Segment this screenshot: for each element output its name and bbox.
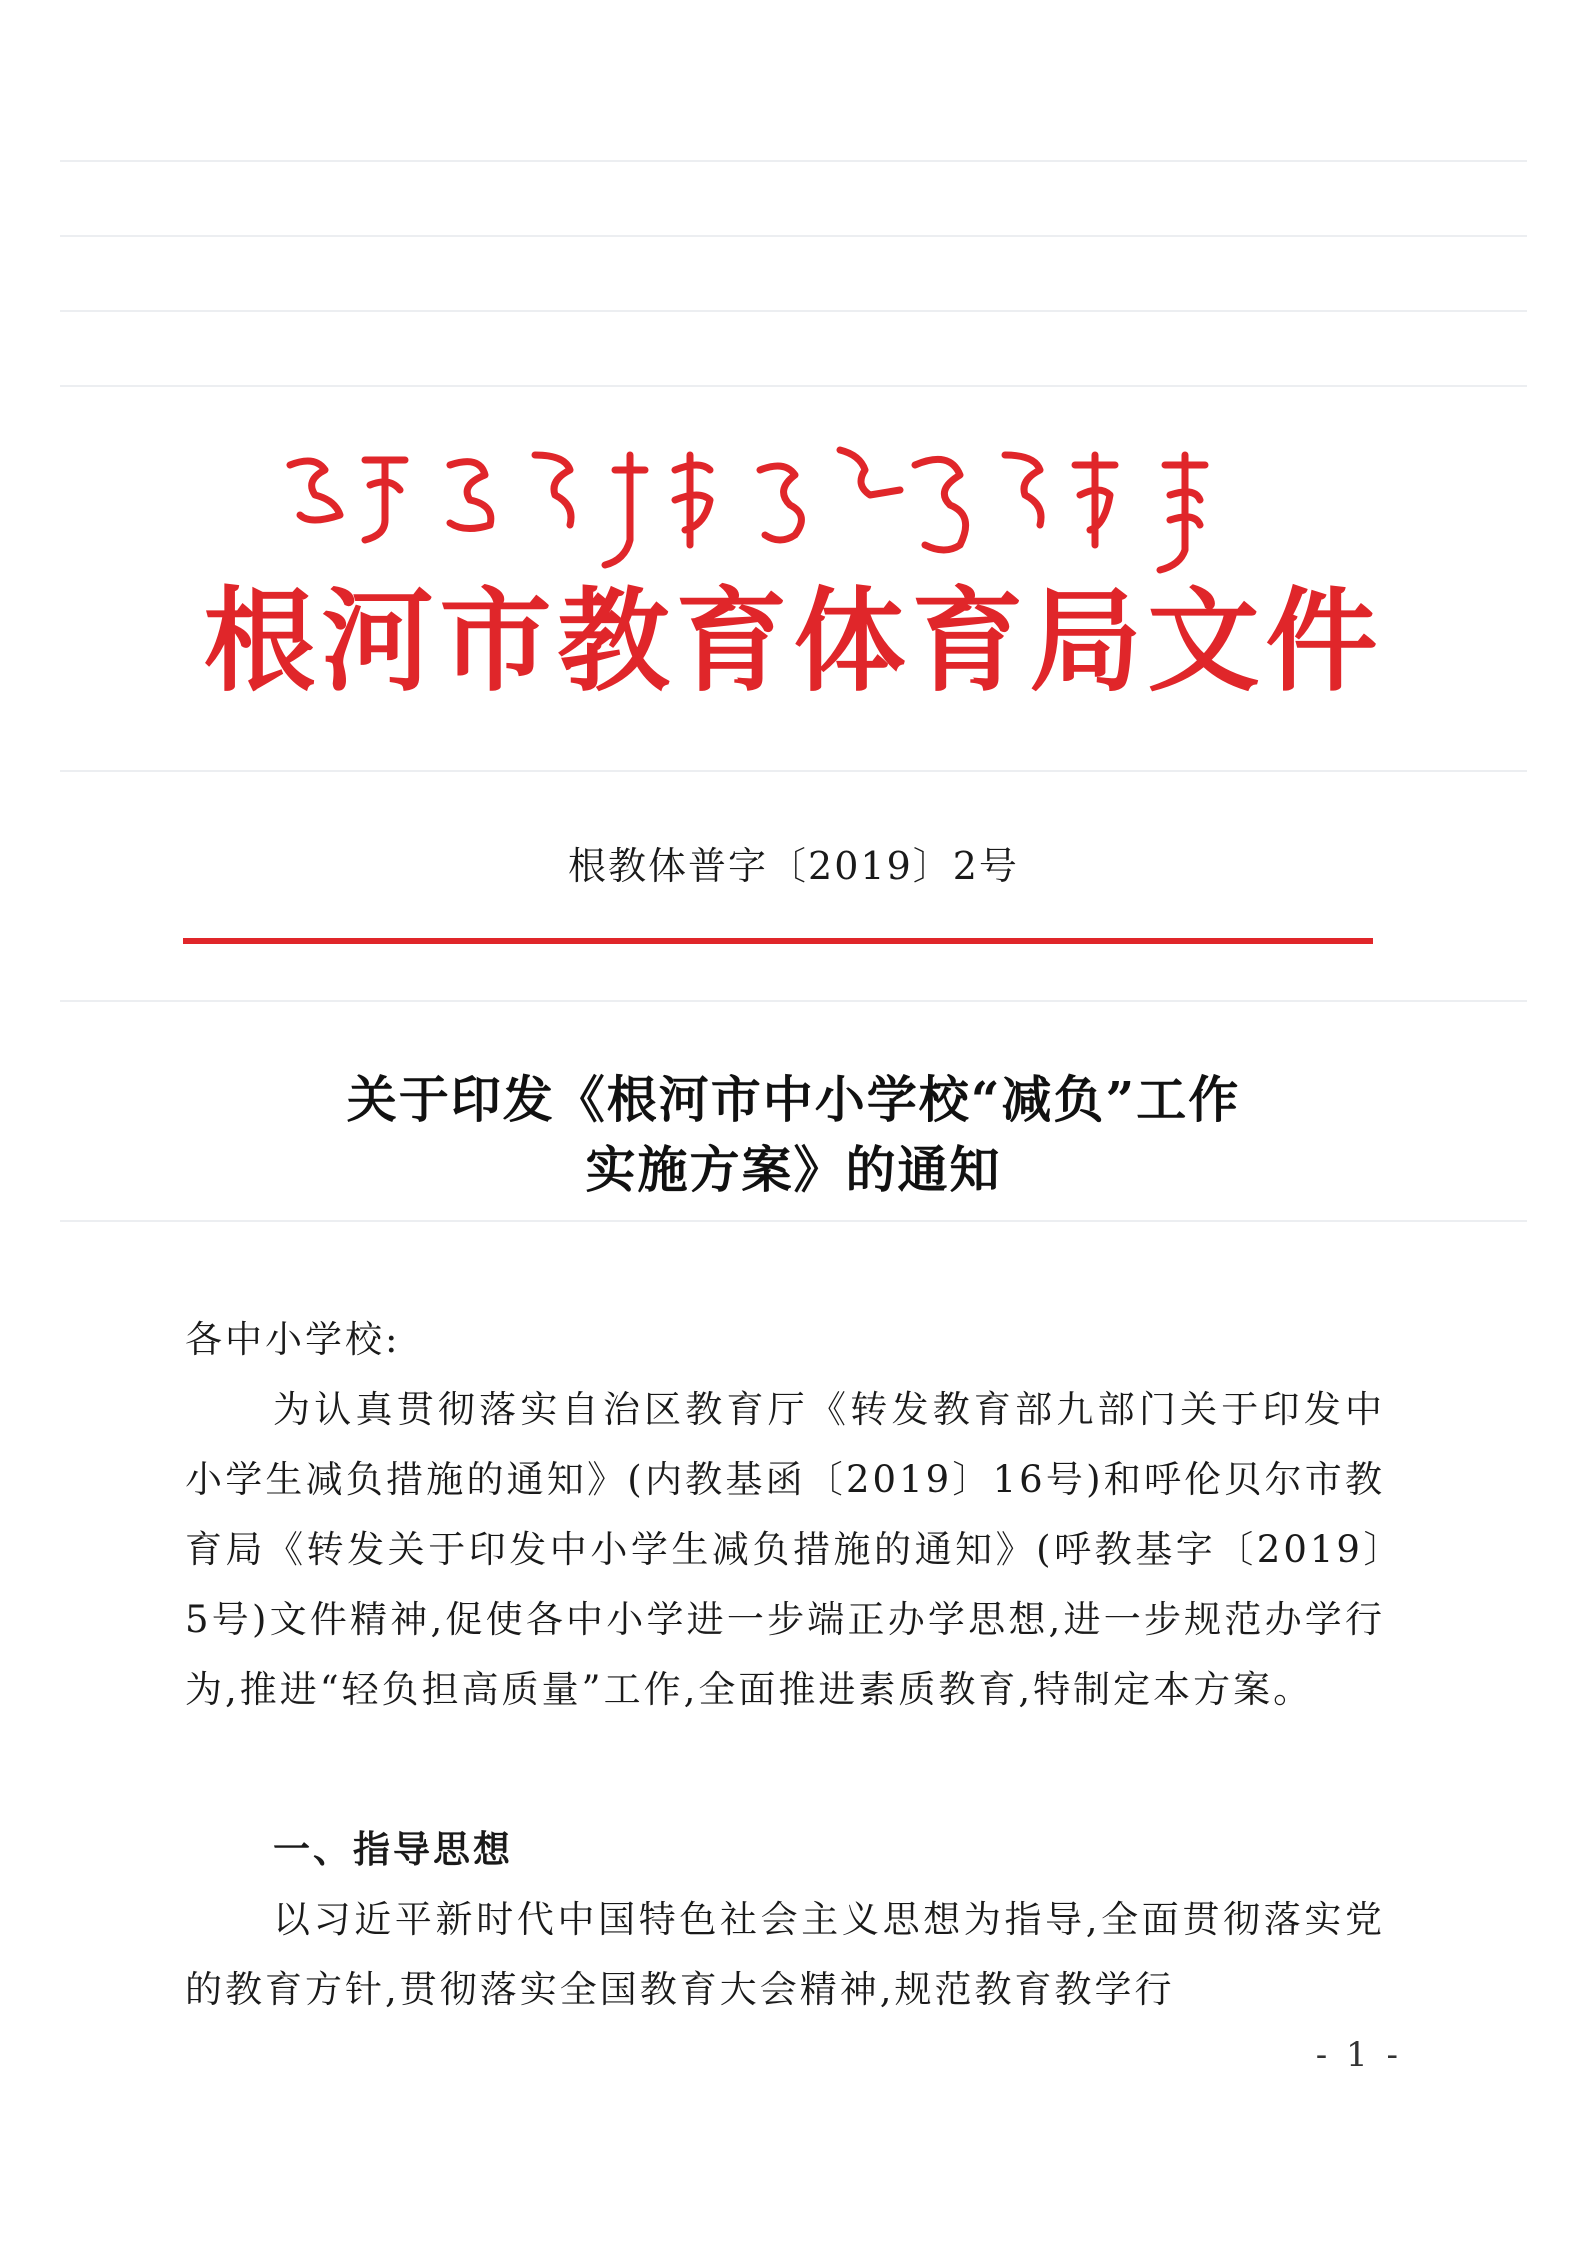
notice-title-line-2: 实施方案》的通知 [585,1140,1002,1199]
body-paragraph-1: 为认真贯彻落实自治区教育厅《转发教育部九部门关于印发中小学生减负措施的通知》(内教基函〔2019〕16号)和呼伦贝尔市教育局《转发关于印发中小学生减负措施的通知》(呼教基字〔2019〕5号)文件精神,促使各中小学进一步端正办学思想,进一步规范办学行为,推进“轻负担高质量”工作,全面推进素质教育,特制定本方案。 [185,1388,1385,1711]
scan-artifact [60,1220,1527,1222]
mongolian-script-title [270,425,1320,575]
notice-title-line-1: 关于印发《根河市中小学校“减负”工作 [346,1070,1241,1129]
scan-artifact [60,1000,1527,1002]
body-paragraph-2: 以习近平新时代中国特色社会主义思想为指导,全面贯彻落实党的教育方针,贯彻落实全国教育大会精神,规范教育教学行 [185,1898,1385,2011]
section-heading-1: 一、指导思想 [273,1828,513,1871]
notice-title [0,1065,1587,1205]
scan-artifact [60,160,1527,162]
red-divider-line [183,938,1373,944]
issuing-agency-title: 根河市教育体育局文件 [203,577,1384,707]
scan-artifact [60,310,1527,312]
scan-artifact [60,385,1527,387]
scan-artifact [60,235,1527,237]
scan-artifact [60,770,1527,772]
addressee: 各中小学校: [185,1318,401,1361]
document-number: 根教体普字〔2019〕2号 [568,844,1019,888]
page-number: - 1 - [1315,2035,1402,2075]
